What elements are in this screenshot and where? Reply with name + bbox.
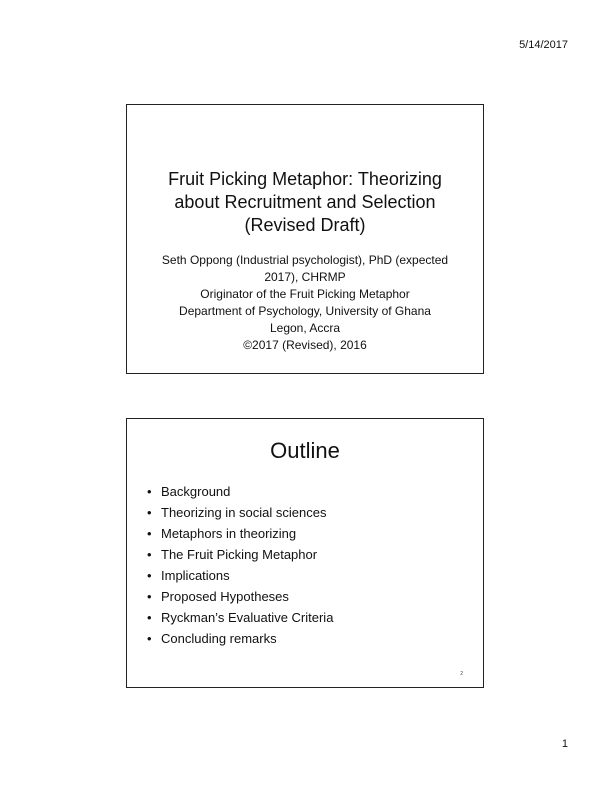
author-line: Legon, Accra <box>269 321 341 335</box>
bullet-icon: • <box>147 505 152 520</box>
list-item <box>147 523 333 544</box>
page-number: 1 <box>561 738 568 750</box>
slide-title <box>126 104 484 374</box>
bullet-icon: • <box>147 484 152 499</box>
list-item <box>147 586 333 607</box>
bullet-icon: • <box>147 568 152 583</box>
title-line: about Recruitment and Selection <box>174 192 436 212</box>
bullet-icon: • <box>147 589 152 604</box>
slide-outline <box>126 418 484 688</box>
list-item <box>147 607 333 628</box>
outline-list <box>147 481 333 649</box>
list-item <box>147 628 333 649</box>
list-item-text: Background <box>161 484 231 499</box>
bullet-icon: • <box>147 526 152 541</box>
author-info <box>141 252 469 354</box>
bullet-icon: • <box>147 610 152 625</box>
author-line: Department of Psychology, University of Ghana <box>179 304 431 318</box>
title-line: (Revised Draft) <box>244 215 366 235</box>
list-item <box>147 565 333 586</box>
slide-title-heading <box>127 168 483 237</box>
bullet-icon: • <box>147 631 152 646</box>
author-line: ©2017 (Revised), 2016 <box>243 338 367 352</box>
list-item-text: Concluding remarks <box>161 631 277 646</box>
list-item-text: Implications <box>161 568 230 583</box>
slide-number: 2 <box>460 671 463 677</box>
bullet-icon: • <box>147 547 152 562</box>
list-item-text: Ryckman’s Evaluative Criteria <box>161 610 334 625</box>
author-line: Originator of the Fruit Picking Metaphor <box>200 287 410 301</box>
page-date: 5/14/2017 <box>519 39 568 51</box>
outline-title: Outline <box>270 438 340 463</box>
list-item-text: Theorizing in social sciences <box>161 505 327 520</box>
list-item-text: Proposed Hypotheses <box>161 589 289 604</box>
list-item-text: Metaphors in theorizing <box>161 526 297 541</box>
list-item <box>147 544 333 565</box>
author-line: Seth Oppong (Industrial psychologist), PhD (expected <box>161 253 449 267</box>
title-line: Fruit Picking Metaphor: Theorizing <box>168 169 442 189</box>
author-line: 2017), CHRMP <box>264 270 346 284</box>
list-item-text: The Fruit Picking Metaphor <box>161 547 318 562</box>
list-item <box>147 502 333 523</box>
list-item <box>147 481 333 502</box>
